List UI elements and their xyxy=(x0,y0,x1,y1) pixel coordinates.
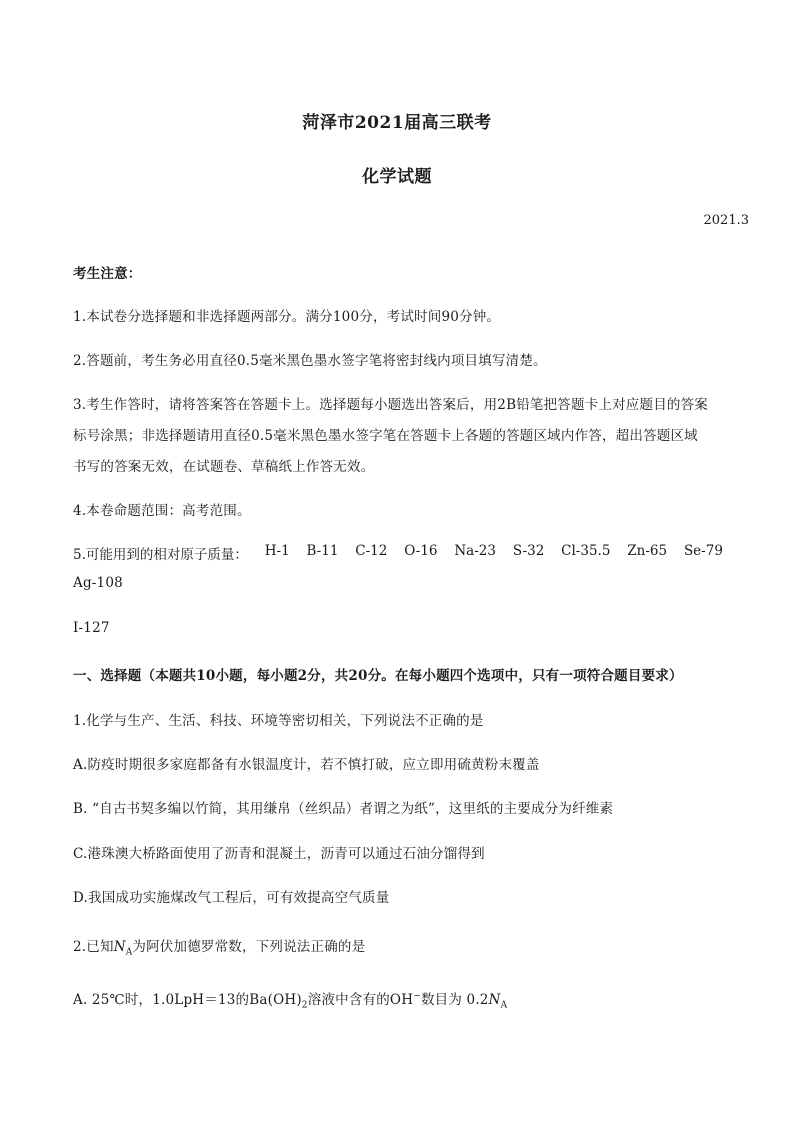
notice-item-4: 4.本卷命题范围：高考范围。 xyxy=(73,503,251,519)
notice-item-2: 2.答题前，考生务必用直径0.5毫米黑色墨水签字笔将密封线内项目填写清楚。 xyxy=(73,353,547,369)
mass-b: B-11 xyxy=(306,543,339,559)
mass-i: I-127 xyxy=(73,620,110,636)
question-1-option-c: C.港珠澳大桥路面使用了沥青和混凝土，沥青可以通过石油分馏得到 xyxy=(73,846,485,862)
question-1-option-a: A.防疫时期很多家庭都备有水银温度计，若不慎打破，应立即用硫黄粉末覆盖 xyxy=(73,757,540,773)
notice-item-3-line-1: 3.考生作答时，请将答案答在答题卡上。选择题每小题选出答案后，用2B铅笔把答题卡上对应题目的答案 xyxy=(73,397,708,413)
notice-item-3-line-2: 标号涂黑；非选择题请用直径0.5毫米黑色墨水签字笔在答题卡上各题的答题区域内作答，超出答题区域 xyxy=(73,428,698,444)
mass-se: Se-79 xyxy=(683,543,723,559)
question-1-option-b: B. “自古书契多编以竹简，其用缣帛（丝织品）者谓之为纸”，这里纸的主要成分为纤维素 xyxy=(73,801,614,817)
section-1-heading: 一、选择题（本题共10小题，每小题2分，共20分。在每小题四个选项中，只有一项符合题目要求） xyxy=(73,668,683,684)
avogadro-symbol: N xyxy=(113,939,126,955)
notice-item-5 xyxy=(73,543,723,563)
mass-o: O-16 xyxy=(404,543,438,559)
exam-date: 2021.3 xyxy=(703,213,749,228)
mass-c: C-12 xyxy=(355,543,388,559)
question-1-stem: 1.化学与生产、生活、科技、环境等密切相关，下列说法不正确的是 xyxy=(73,713,484,729)
notice-item-3-line-3: 书写的答案无效，在试题卷、草稿纸上作答无效。 xyxy=(73,459,375,475)
mass-h: H-1 xyxy=(264,543,290,559)
mass-cl: Cl-35.5 xyxy=(561,543,611,559)
exam-title: 菏泽市2021届高三联考 xyxy=(302,113,492,133)
mass-s: S-32 xyxy=(512,543,545,559)
notice-heading: 考生注意： xyxy=(73,266,142,282)
mass-zn: Zn-65 xyxy=(627,543,668,559)
question-1-option-d: D.我国成功实施煤改气工程后，可有效提高空气质量 xyxy=(73,890,390,906)
notice-item-1: 1.本试卷分选择题和非选择题两部分。满分100分，考试时间90分钟。 xyxy=(73,309,501,325)
question-2-stem: 2.已知$N_A$为阿伏加德罗常数，下列说法正确的是 xyxy=(73,939,366,958)
mass-ag: Ag-108 xyxy=(73,575,123,591)
mass-na: Na-23 xyxy=(454,543,496,559)
exam-subtitle: 化学试题 xyxy=(362,167,432,187)
question-2-option-a: A. 25℃时，1.0LpH＝13的$Ba(OH)_2$溶液中含有的OH−数目为 $0.2N_A$ xyxy=(73,991,508,1011)
mass-prefix: 5.可能用到的相对原子质量： xyxy=(73,547,248,563)
barium-hydroxide-formula: Ba(OH) xyxy=(249,992,302,1008)
